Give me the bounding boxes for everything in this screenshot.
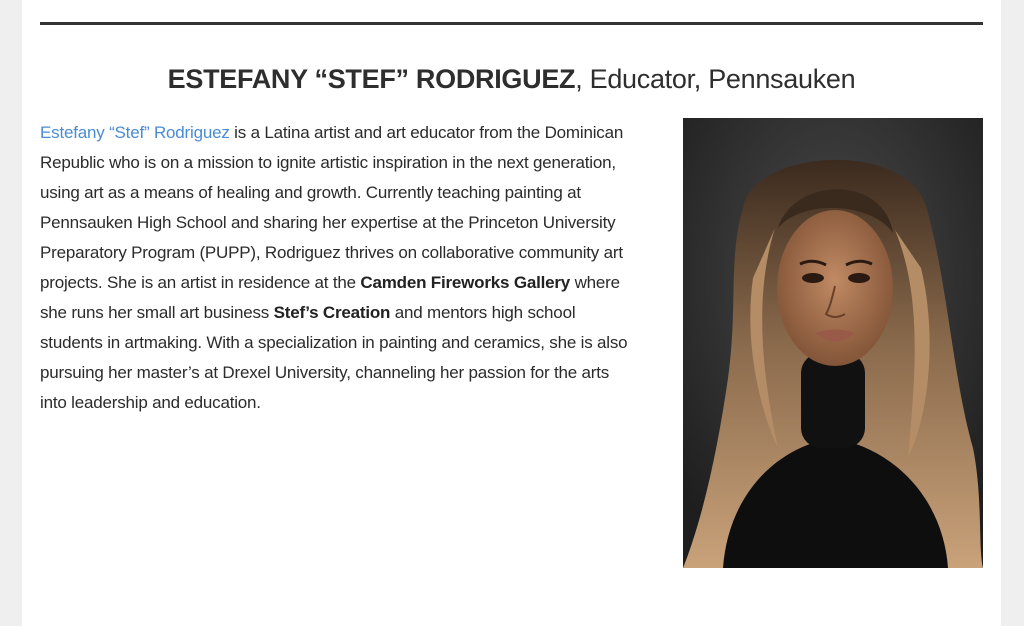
bio-business-name: Stef’s Creation — [273, 303, 391, 322]
profile-bio — [40, 118, 640, 418]
horizontal-divider — [40, 22, 983, 25]
profile-name: ESTEFANY “STEF” RODRIGUEZ — [167, 64, 576, 94]
portrait-illustration — [683, 118, 983, 568]
portrait-photo — [683, 118, 983, 568]
bio-gallery-name: Camden Fireworks Gallery — [360, 273, 571, 292]
bio-text-3: and mentors high school students in artmaking. With a specialization in painting and ceramics, she is also pursuing her master’s at Drexel University, channeling her passion for the arts into leadership and education. — [40, 303, 628, 412]
article-section — [22, 0, 1001, 626]
bio-text-2: where she runs her small art business — [40, 273, 620, 322]
profile-heading — [40, 64, 983, 95]
bio-text-1: is a Latina artist and art educator from the Dominican Republic who is on a mission to ignite artistic inspiration in the next generation, using art as a means of healing and growth. Currently teaching painting at Pennsauken High School and sharing her expertise at the Princeton University Preparatory Program (PUPP), Rodriguez thrives on collaborative community art projects. She is an artist in residence at the — [40, 123, 624, 292]
profile-link[interactable]: Estefany “Stef” Rodriguez — [40, 123, 230, 142]
profile-role: , Educator, Pennsauken — [575, 64, 856, 94]
